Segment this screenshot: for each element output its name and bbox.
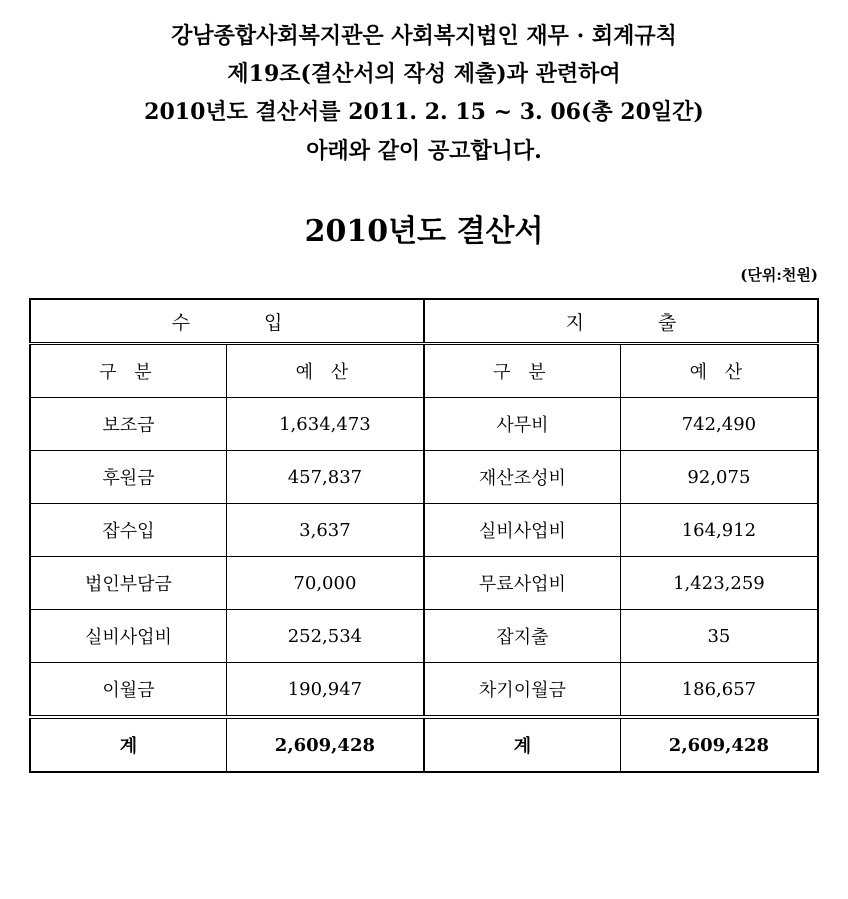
expense-total-amount: 2,609,428 (620, 717, 818, 772)
income-amount: 457,837 (226, 451, 424, 504)
income-item: 잡수입 (30, 504, 226, 557)
table-row (30, 504, 818, 557)
notice-line-3: 2010년도 결산서를 2011. 2. 15 ~ 3. 06(총 20일간) (144, 99, 704, 125)
table-row (30, 398, 818, 451)
income-category-header: 구 분 (30, 344, 226, 398)
income-total-amount: 2,609,428 (226, 717, 424, 772)
income-header: 수 입 (30, 299, 424, 344)
expense-category-header: 구 분 (424, 344, 620, 398)
income-item: 실비사업비 (30, 610, 226, 663)
income-item: 보조금 (30, 398, 226, 451)
expense-item: 무료사업비 (424, 557, 620, 610)
table-row (30, 663, 818, 718)
expense-amount: 742,490 (620, 398, 818, 451)
income-amount: 190,947 (226, 663, 424, 718)
unit-label: (단위:천원) (740, 266, 818, 284)
settlement-table (29, 298, 819, 773)
notice-line-4: 아래와 같이 공고합니다. (306, 138, 542, 164)
expense-amount: 164,912 (620, 504, 818, 557)
income-amount: 252,534 (226, 610, 424, 663)
expense-budget-header: 예 산 (620, 344, 818, 398)
expense-item: 차기이월금 (424, 663, 620, 718)
expense-header: 지 출 (424, 299, 818, 344)
income-item: 이월금 (30, 663, 226, 718)
income-amount: 70,000 (226, 557, 424, 610)
income-total-label: 계 (30, 717, 226, 772)
income-budget-header: 예 산 (226, 344, 424, 398)
notice-line-1: 강남종합사회복지관은 사회복지법인 재무 · 회계규칙 (171, 23, 677, 49)
income-item: 법인부담금 (30, 557, 226, 610)
section-header-row (30, 299, 818, 344)
expense-item: 실비사업비 (424, 504, 620, 557)
table-row (30, 610, 818, 663)
notice-line-2: 제19조(결산서의 작성 제출)과 관련하여 (227, 61, 621, 87)
column-header-row (30, 344, 818, 398)
table-row (30, 451, 818, 504)
expense-item: 재산조성비 (424, 451, 620, 504)
expense-amount: 35 (620, 610, 818, 663)
total-row (30, 717, 818, 772)
income-amount: 1,634,473 (226, 398, 424, 451)
income-amount: 3,637 (226, 504, 424, 557)
expense-item: 사무비 (424, 398, 620, 451)
document-title: 2010년도 결산서 (304, 214, 544, 249)
expense-item: 잡지출 (424, 610, 620, 663)
expense-total-label: 계 (424, 717, 620, 772)
expense-amount: 92,075 (620, 451, 818, 504)
expense-amount: 186,657 (620, 663, 818, 718)
table-row (30, 557, 818, 610)
expense-amount: 1,423,259 (620, 557, 818, 610)
income-item: 후원금 (30, 451, 226, 504)
